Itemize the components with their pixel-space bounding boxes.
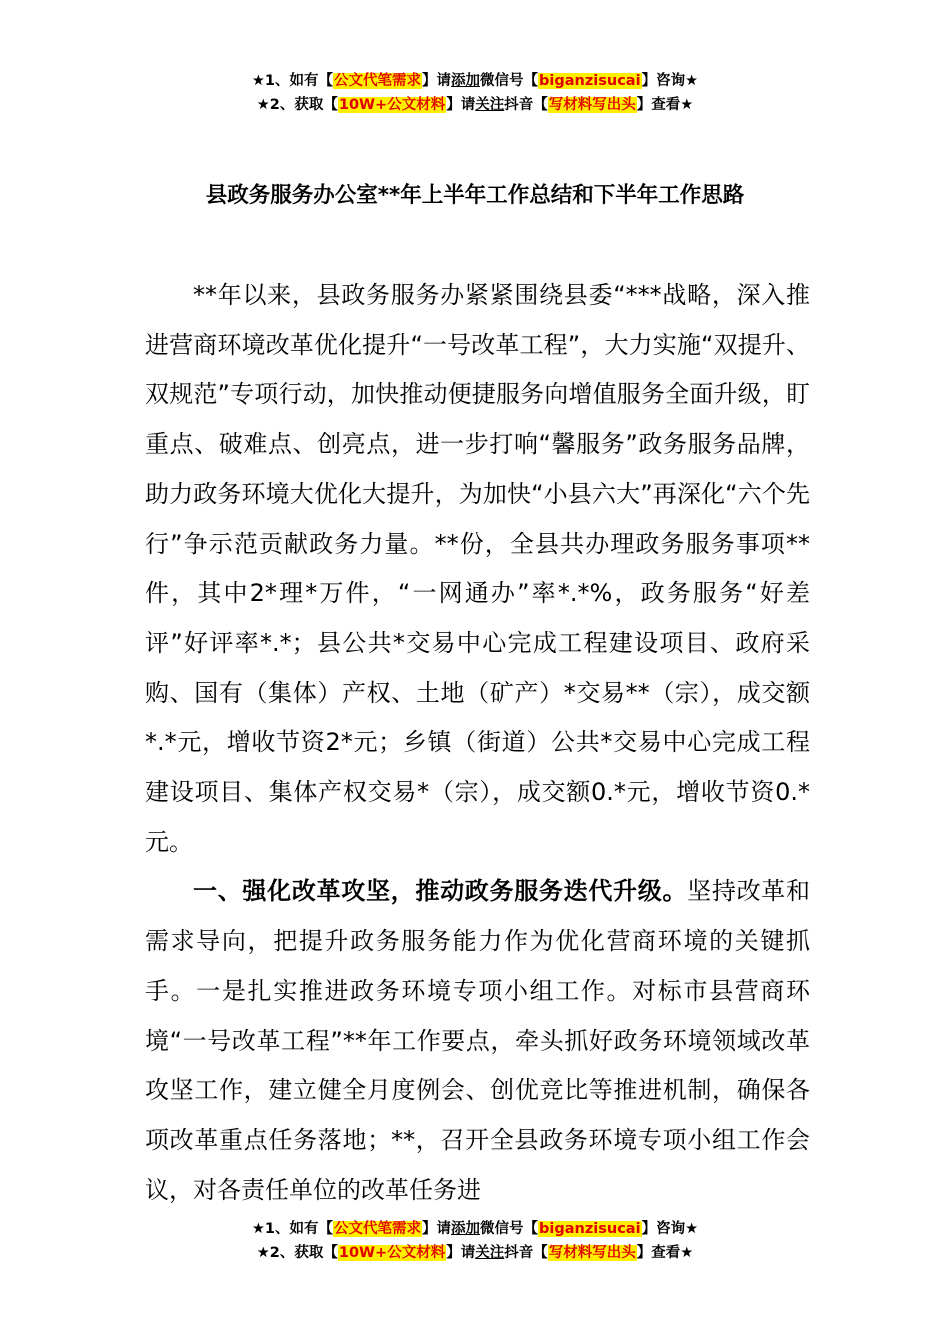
wechat-id: biganzisucai (539, 1221, 641, 1237)
wechat-id: biganzisucai (539, 73, 641, 89)
footer-banner (0, 1217, 950, 1265)
douyin-account: 写材料写出头 (548, 1245, 636, 1261)
banner-line-1: ★1、如有【公文代笔需求】请添加微信号【biganzisucai】咨询★ (251, 1221, 699, 1237)
header-banner (0, 69, 950, 117)
banner-line-2: ★2、获取【10W+公文材料】请关注抖音【写材料写出头】查看★ (256, 97, 694, 113)
section-body: 坚持改革和需求导向，把提升政务服务能力作为优化营商环境的关键抓手。一是扎实推进政务环境专项小组工作。对标市县营商环境“一号改革工程”**年工作要点，牵头抓好政务环境领域改革攻坚工作，建立健全月度例会、创优竞比等推进机制，确保各项改革重点任务落地；**，召开全县政务环境专项小组工作会议，对各责任单位的改革任务进 (145, 877, 811, 1204)
highlight-service: 公文代笔需求 (334, 73, 422, 89)
section-heading: 一、强化改革攻坚，推动政务服务迭代升级。 (193, 877, 688, 906)
document-title: 县政务服务办公室**年上半年工作总结和下半年工作思路 (205, 183, 745, 208)
paragraph-section-1 (145, 867, 810, 1215)
banner-line-1: ★1、如有【公文代笔需求】请添加微信号【biganzisucai】咨询★ (251, 73, 699, 89)
douyin-account: 写材料写出头 (548, 97, 636, 113)
document-body (145, 271, 810, 1215)
highlight-materials: 10W+公文材料 (338, 1245, 446, 1261)
banner-line-2: ★2、获取【10W+公文材料】请关注抖音【写材料写出头】查看★ (256, 1245, 694, 1261)
highlight-service: 公文代笔需求 (334, 1221, 422, 1237)
highlight-materials: 10W+公文材料 (338, 97, 446, 113)
paragraph-intro: **年以来，县政务服务办紧紧围绕县委“***战略，深入推进营商环境改革优化提升“一号改革工程”，大力实施“双提升、双规范”专项行动，加快推动便捷服务向增值服务全面升级，盯重点、破难点、创亮点，进一步打响“馨服务”政务服务品牌，助力政务环境大优化大提升，为加快“小县六大”再深化“六个先行”争示范贡献政务力量。**份，全县共办理政务服务事项**件，其中2*理*万件，“一网通办”率*.*%，政务服务“好差评”好评率*.*；县公共*交易中心完成工程建设项目、政府采购、国有（集体）产权、土地（矿产）*交易**（宗），成交额*.*元，增收节资2*元；乡镇（街道）公共*交易中心完成工程建设项目、集体产权交易*（宗），成交额0.*元，增收节资0.*元。 (145, 281, 810, 856)
